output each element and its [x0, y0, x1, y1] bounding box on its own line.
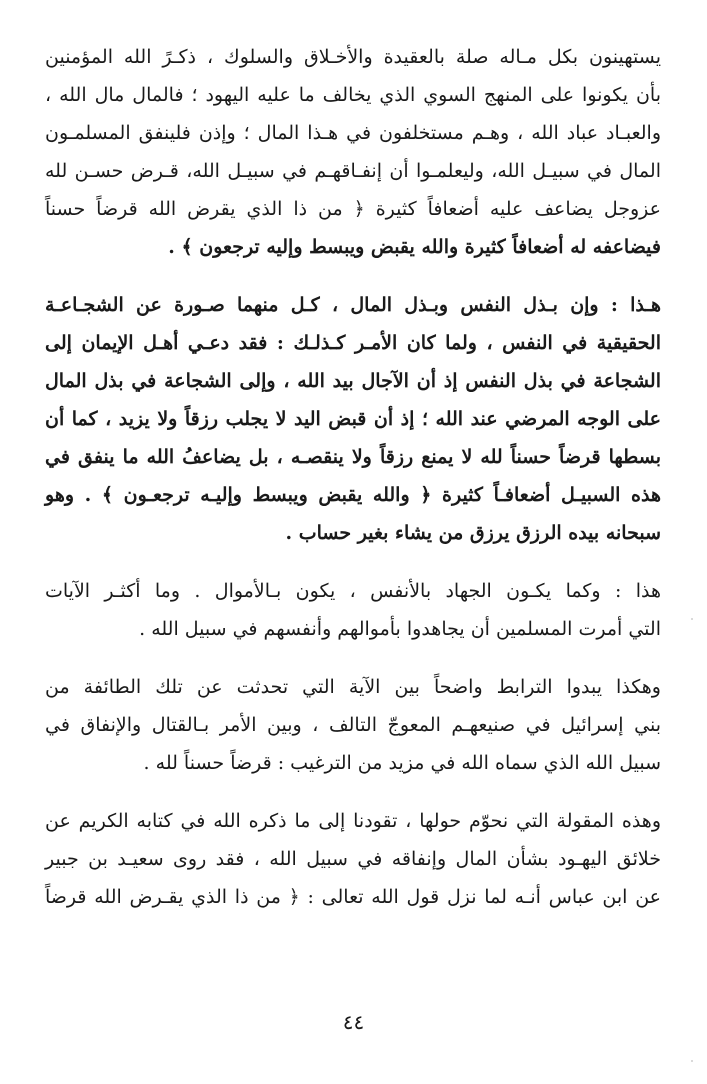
paragraph — [45, 286, 661, 552]
text-line: فيضاعفه له أضعافاً كثيرة والله يقبض ويبسط وإليه ترجعون ﴾ . — [168, 236, 661, 258]
paragraph — [45, 572, 661, 648]
page-edge-mark — [691, 1060, 693, 1062]
text-line: سبحانه بيده الرزق يرزق من يشاء بغير حساب . — [285, 522, 661, 544]
text-line: هذا : وكما يكـون الجهاد بالأنفس ، يكون بـالأموال . وما أكثـر الآيات — [45, 580, 661, 602]
text-line: هـذا : وإن بـذل النفس وبـذل المال ، كـل منهما صـورة عن الشجـاعـة — [45, 294, 661, 316]
paragraph — [45, 802, 661, 916]
text-line: يستهينون بكل مـاله صلة بالعقيدة والأخـلاق والسلوك ، ذكـرً الله المؤمنين — [45, 46, 661, 68]
page-number: ٤٤ — [342, 1010, 365, 1034]
paragraph — [45, 668, 661, 782]
text-line: الحقيقية في النفس ، ولما كان الأمـر كـذلـك : فقد دعـي أهـل الإيمان إلى — [45, 332, 661, 354]
text-line: بسطها قرضاً حسناً لله لا يمنع رزقاً ولا ينقصـه ، بل يضاعفُ الله ما ينفق في — [45, 446, 661, 468]
text-line: هذه السبيـل أضعافـاً كثيرة ﴿ والله يقبض ويبسط وإليـه ترجعـون ﴾ . وهو — [45, 484, 661, 506]
text-line: والعبـاد عباد الله ، وهـم مستخلفون في هـذا المال ؛ وإذن فلينفق المسلمـون — [45, 122, 661, 144]
page-edge-mark — [691, 618, 693, 620]
paragraph — [45, 38, 661, 266]
text-line: بأن يكونوا على المنهج السوي الذي يخالف ما عليه اليهود ؛ فالمال مال الله ، — [45, 84, 661, 106]
text-line: على الوجه المرضي عند الله ؛ إذ أن قبض اليد لا يجلب رزقاً ولا يزيد ، كما أن — [45, 408, 661, 430]
text-line: وهذه المقولة التي نحوّم حولها ، تقودنا إلى ما ذكره الله في كتابه الكريم عن — [45, 810, 661, 832]
text-line: المال في سبيـل الله، وليعلمـوا أن إنفـاقهـم في سبيـل الله، قـرض حسـن لله — [45, 160, 661, 182]
text-line: سبيل الله الذي سماه الله في مزيد من الترغيب : قرضاً حسناً لله . — [143, 752, 661, 774]
page-body — [45, 38, 661, 936]
text-line: عن ابن عباس أنـه لما نزل قول الله تعالى : ﴿ من ذا الذي يقـرض الله قرضاً — [45, 886, 661, 908]
text-line: عزوجل يضاعف عليه أضعافاً كثيرة ﴿ من ذا الذي يقرض الله قرضاً حسناً — [45, 198, 661, 220]
text-line: خلائق اليهـود بشأن المال وإنفاقه في سبيل الله ، فقد روى سعيـد بن جبير — [45, 848, 661, 870]
text-line: بني إسرائيل في صنيعهـم المعوجّ التالف ، وبين الأمر بـالقتال والإنفاق في — [45, 714, 661, 736]
text-line: الشجاعة في بذل النفس إذ أن الآجال بيد الله ، وإلى الشجاعة في بذل المال — [45, 370, 661, 392]
text-line: التي أمرت المسلمين أن يجاهدوا بأموالهم وأنفسهم في سبيل الله . — [139, 618, 661, 640]
text-line: وهكذا يبدوا الترابط واضحاً بين الآية التي تحدثت عن تلك الطائفة من — [45, 676, 661, 698]
